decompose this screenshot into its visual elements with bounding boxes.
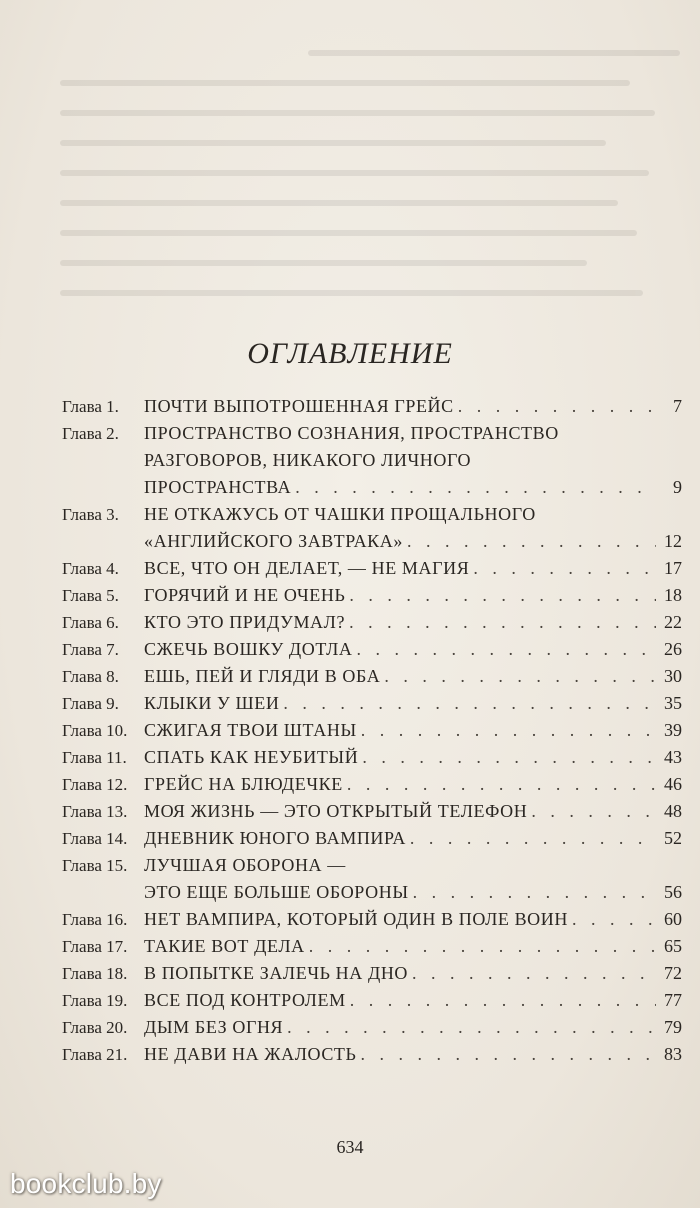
chapter-title: «АНГЛИЙСКОГО ЗАВТРАКА» [144,531,403,551]
toc-entry [62,636,682,663]
chapter-page: 35 [664,693,682,713]
chapter-title: ПОЧТИ ВЫПОТРОШЕННАЯ ГРЕЙС [144,396,454,416]
chapter-page: 79 [664,1017,682,1037]
chapter-title: РАЗГОВОРОВ, НИКАКОГО ЛИЧНОГО [144,450,472,470]
chapter-title: ЛУЧШАЯ ОБОРОНА — [144,855,346,875]
chapter-page: 83 [664,1044,682,1064]
toc-entry [62,609,682,636]
dot-leader [458,393,656,420]
chapter-page: 56 [664,882,682,902]
toc-entry [62,771,682,798]
toc-entry [62,555,682,582]
chapter-label: Глава 16. [62,910,128,929]
chapter-page: 52 [664,828,682,848]
chapter-title: ЕШЬ, ПЕЙ И ГЛЯДИ В ОБА [144,666,381,686]
toc-entry [62,744,682,771]
toc-entry [62,1041,682,1068]
chapter-title: ГРЕЙС НА БЛЮДЕЧКЕ [144,774,343,794]
dot-leader [347,771,656,798]
chapter-page: 12 [664,531,682,551]
toc-entry [62,906,682,933]
toc-entry [62,393,682,420]
chapter-page: 43 [664,747,682,767]
chapter-label: Глава 17. [62,937,128,956]
dot-leader [349,582,656,609]
chapter-label: Глава 9. [62,694,119,713]
dot-leader [283,690,656,717]
dot-leader [360,1041,656,1068]
toc-entry [62,1014,682,1041]
chapter-title: СЖИГАЯ ТВОИ ШТАНЫ [144,720,357,740]
chapter-label: Глава 15. [62,856,128,875]
chapter-title: ТАКИЕ ВОТ ДЕЛА [144,936,305,956]
toc-entry [62,852,682,906]
chapter-page: 60 [664,909,682,929]
chapter-title: СПАТЬ КАК НЕУБИТЫЙ [144,747,359,767]
chapter-label: Глава 13. [62,802,128,821]
dot-leader [350,987,656,1014]
chapter-title: ПРОСТРАНСТВА [144,477,292,497]
dot-leader [362,744,656,771]
toc-entry [62,960,682,987]
toc-entry [62,582,682,609]
chapter-title: СЖЕЧЬ ВОШКУ ДОТЛА [144,639,353,659]
table-of-contents [62,393,682,1068]
toc-entry [62,933,682,960]
chapter-label: Глава 19. [62,991,128,1010]
chapter-page: 46 [664,774,682,794]
chapter-page: 26 [664,639,682,659]
dot-leader [384,663,656,690]
chapter-title: ЭТО ЕЩЕ БОЛЬШЕ ОБОРОНЫ [144,882,409,902]
chapter-page: 7 [673,396,682,416]
chapter-title: ВСЕ ПОД КОНТРОЛЕМ [144,990,346,1010]
chapter-page: 65 [664,936,682,956]
dot-leader [357,636,657,663]
toc-entry [62,798,682,825]
toc-entry [62,825,682,852]
chapter-label: Глава 12. [62,775,128,794]
chapter-title: КТО ЭТО ПРИДУМАЛ? [144,612,346,632]
chapter-title: НЕТ ВАМПИРА, КОТОРЫЙ ОДИН В ПОЛЕ ВОИН [144,909,568,929]
dot-leader [412,960,656,987]
chapter-title: КЛЫКИ У ШЕИ [144,693,280,713]
chapter-page: 39 [664,720,682,740]
chapter-label: Глава 5. [62,586,119,605]
chapter-label: Глава 11. [62,748,127,767]
toc-entry [62,987,682,1014]
chapter-page: 18 [664,585,682,605]
dot-leader [349,609,656,636]
chapter-title: ДЫМ БЕЗ ОГНЯ [144,1017,284,1037]
dot-leader [413,879,656,906]
chapter-label: Глава 3. [62,505,119,524]
chapter-title: МОЯ ЖИЗНЬ — ЭТО ОТКРЫТЫЙ ТЕЛЕФОН [144,801,528,821]
chapter-page: 22 [664,612,682,632]
chapter-label: Глава 21. [62,1045,128,1064]
watermark-text: bookclub.by [10,1168,162,1199]
dot-leader [572,906,656,933]
chapter-label: Глава 1. [62,397,119,416]
toc-entry [62,663,682,690]
page-number: 634 [336,1137,364,1157]
chapter-label: Глава 14. [62,829,128,848]
chapter-page: 48 [664,801,682,821]
bleed-through-text [60,50,680,340]
dot-leader [531,798,656,825]
dot-leader [309,933,656,960]
toc-heading: ОГЛАВЛЕНИЕ [247,337,453,370]
chapter-title: ПРОСТРАНСТВО СОЗНАНИЯ, ПРОСТРАНСТВО [144,423,559,443]
chapter-title: НЕ ДАВИ НА ЖАЛОСТЬ [144,1044,357,1064]
toc-entry [62,717,682,744]
dot-leader [473,555,656,582]
chapter-title: ВСЕ, ЧТО ОН ДЕЛАЕТ, — НЕ МАГИЯ [144,558,470,578]
chapter-label: Глава 6. [62,613,119,632]
chapter-title: ДНЕВНИК ЮНОГО ВАМПИРА [144,828,406,848]
dot-leader [410,825,656,852]
chapter-label: Глава 4. [62,559,119,578]
chapter-title: В ПОПЫТКЕ ЗАЛЕЧЬ НА ДНО [144,963,409,983]
chapter-label: Глава 8. [62,667,119,686]
toc-entry [62,501,682,555]
chapter-label: Глава 18. [62,964,128,983]
toc-entry [62,690,682,717]
chapter-page: 30 [664,666,682,686]
dot-leader [295,474,656,501]
chapter-title: НЕ ОТКАЖУСЬ ОТ ЧАШКИ ПРОЩАЛЬНОГО [144,504,536,524]
chapter-page: 77 [664,990,682,1010]
chapter-label: Глава 7. [62,640,119,659]
chapter-label: Глава 20. [62,1018,128,1037]
toc-entry [62,420,682,501]
chapter-page: 72 [664,963,682,983]
chapter-page: 17 [664,558,682,578]
dot-leader [287,1014,656,1041]
chapter-label: Глава 10. [62,721,128,740]
dot-leader [407,528,656,555]
dot-leader [361,717,656,744]
chapter-title: ГОРЯЧИЙ И НЕ ОЧЕНЬ [144,585,346,605]
chapter-page: 9 [673,477,682,497]
chapter-label: Глава 2. [62,424,119,443]
